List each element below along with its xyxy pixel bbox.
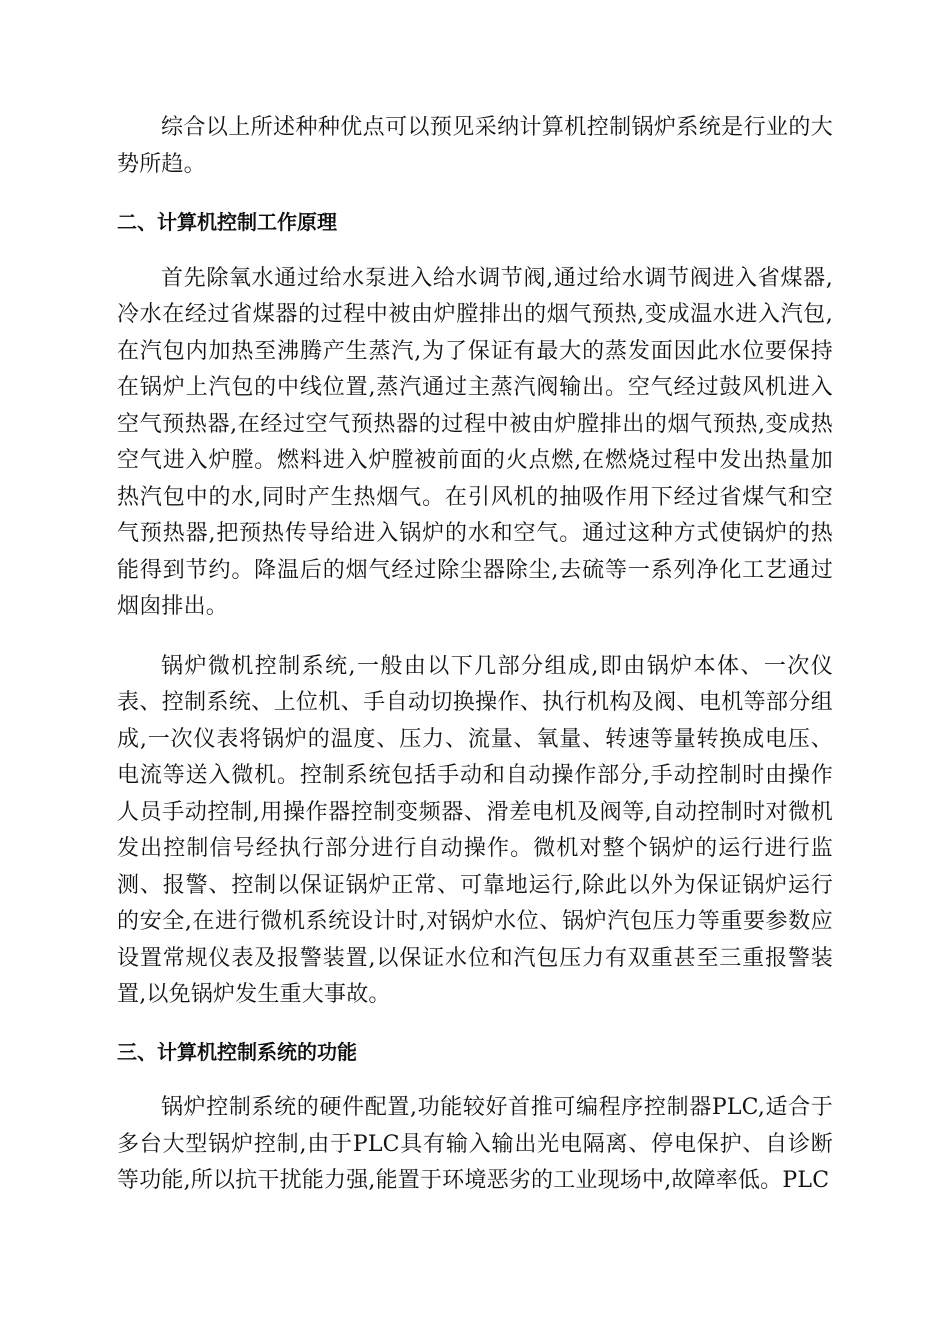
paragraph-hardware-configuration: 锅炉控制系统的硬件配置,功能较好首推可编程序控制器PLC,适合于多台大型锅炉控制,由于PLC具有输入输出光电隔离、停电保护、自诊断等功能,所以抗干扰能力强,能置于环境恶劣的工业现场中,故障率低。PLC <box>117 1095 833 1193</box>
paragraph-system-composition: 锅炉微机控制系统,一般由以下几部分组成,即由锅炉本体、一次仪表、控制系统、上位机、手自动切换操作、执行机构及阀、电机等部分组成,一次仪表将锅炉的温度、压力、流量、氧量、转速等量转换成电压、电流等送入微机。控制系统包括手动和自动操作部分,手动控制时由操作人员手动控制,用操作器控制变频器、滑差电机及阀等,自动控制时对微机发出控制信号经执行部分进行自动操作。微机对整个锅炉的运行进行监测、报警、控制以保证锅炉正常、可靠地运行,除此以外为保证锅炉运行的安全,在进行微机系统设计时,对锅炉水位、锅炉汽包压力等重要参数应设置常规仪表及报警装置,以保证水位和汽包压力有双重甚至三重报警装置,以免锅炉发生重大事故。 <box>117 653 833 1007</box>
paragraph-process-description: 首先除氧水通过给水泵进入给水调节阀,通过给水调节阀进入省煤器,冷水在经过省煤器的过程中被由炉膛排出的烟气预热,变成温水进入汽包,在汽包内加热至沸腾产生蒸汽,为了保证有最大的蒸发面因此水位要保持在锅炉上汽包的中线位置,蒸汽通过主蒸汽阀输出。空气经过鼓风机进入空气预热器,在经过空气预热器的过程中被由炉膛排出的烟气预热,变成热空气进入炉膛。燃料进入炉膛被前面的火点燃,在燃烧过程中发出热量加热汽包中的水,同时产生热烟气。在引风机的抽吸作用下经过省煤气和空气预热器,把预热传导给进入锅炉的水和空气。通过这种方式使锅炉的热能得到节约。降温后的烟气经过除尘器除尘,去硫等一系列净化工艺通过烟囱排出。 <box>117 265 833 619</box>
document-page <box>117 110 833 1200</box>
section-heading-working-principle: 二、计算机控制工作原理 <box>117 210 337 234</box>
paragraph-conclusion: 综合以上所述种种优点可以预见采纳计算机控制锅炉系统是行业的大势所趋。 <box>117 115 833 177</box>
section-heading-system-functions: 三、计算机控制系统的功能 <box>117 1039 357 1064</box>
